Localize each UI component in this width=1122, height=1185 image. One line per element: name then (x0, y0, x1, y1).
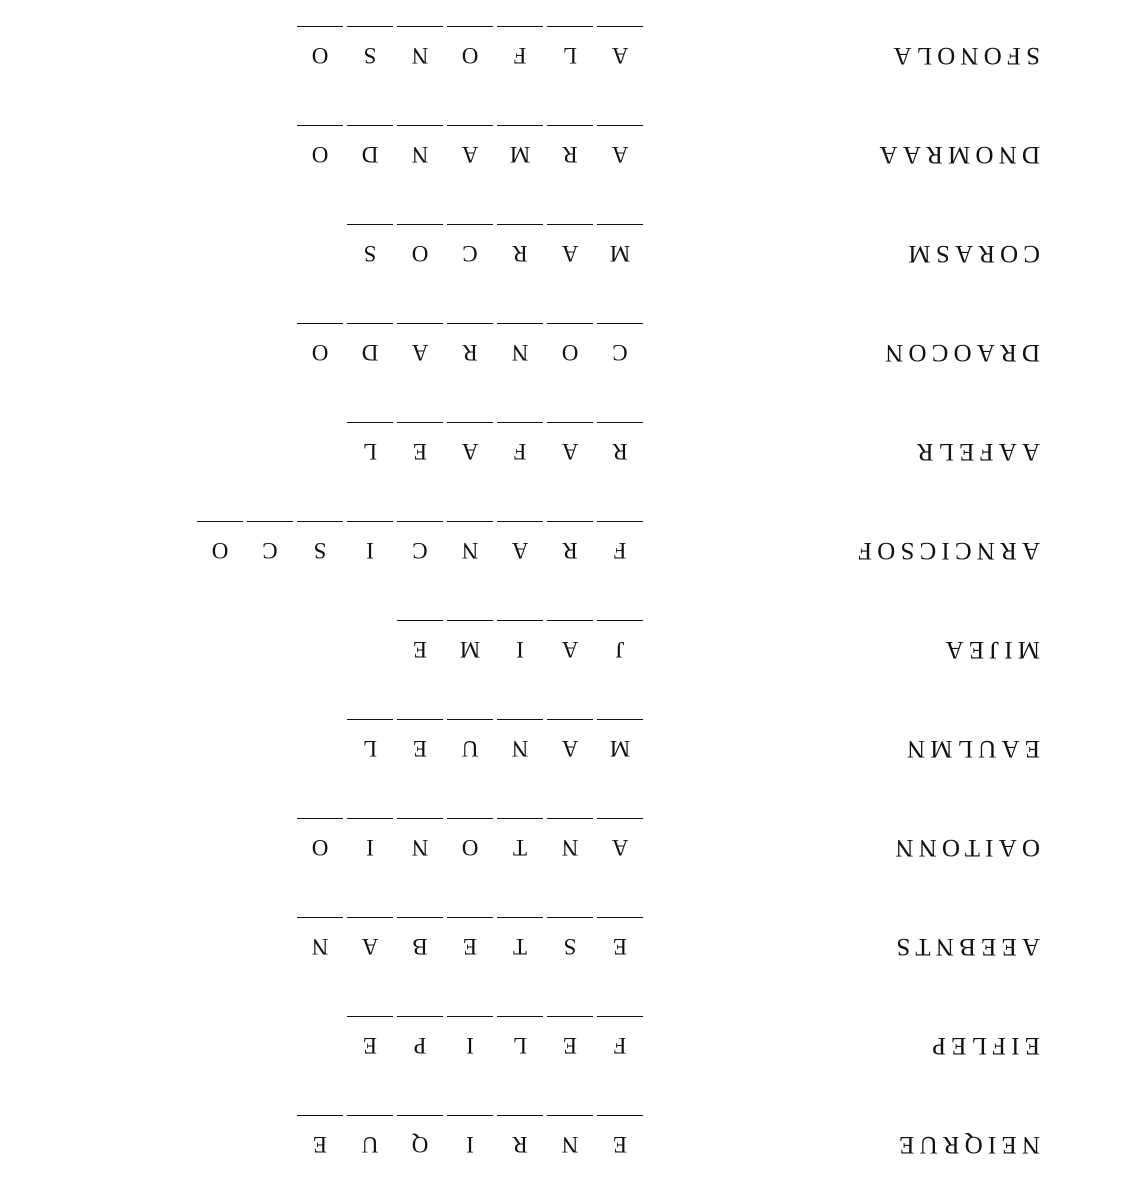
answer-cell (595, 609, 645, 669)
answer-cell (445, 1104, 495, 1164)
answer-cell (445, 807, 495, 867)
answer-underline (397, 26, 443, 27)
answer-cell (245, 510, 295, 570)
answer-cell (595, 411, 645, 471)
answer-cell (395, 1104, 445, 1164)
answer-cell (495, 213, 545, 273)
answer-cell (395, 114, 445, 174)
answer-cell (545, 213, 595, 273)
answer-cell (545, 609, 595, 669)
answer-letter: M (509, 142, 531, 167)
answer-cell (345, 1005, 395, 1065)
answer-letter: B (412, 934, 428, 959)
answer-cell (295, 312, 345, 372)
answer-cell (395, 807, 445, 867)
answer-blanks (295, 807, 645, 867)
answer-underline (497, 620, 543, 621)
answer-cell (545, 312, 595, 372)
answer-underline (547, 323, 593, 324)
answer-cell (595, 906, 645, 966)
answer-letter: C (262, 538, 278, 563)
answer-cell (345, 708, 395, 768)
answer-cell (395, 708, 445, 768)
answer-cell (495, 15, 545, 75)
scrambled-word: CORASM (903, 240, 1040, 267)
answer-underline (447, 818, 493, 819)
answer-cell (595, 807, 645, 867)
answer-letter: T (512, 934, 528, 959)
scrambled-word: NEIQRUE (893, 1131, 1040, 1158)
answer-cell (345, 906, 395, 966)
answer-cell (395, 609, 445, 669)
answer-letter: L (362, 736, 378, 761)
answer-underline (397, 719, 443, 720)
answer-cell (345, 15, 395, 75)
answer-cell (495, 411, 545, 471)
scrambled-word: AAFELR (911, 438, 1040, 465)
answer-underline (347, 224, 393, 225)
scrambled-word: ARNCICSOF (852, 537, 1040, 564)
answer-letter: U (361, 1132, 379, 1157)
answer-underline (597, 422, 643, 423)
answer-underline (547, 422, 593, 423)
scrambled-word: MIJEA (940, 636, 1040, 663)
answer-cell (595, 312, 645, 372)
answer-letter: N (511, 340, 529, 365)
answer-cell (595, 15, 645, 75)
answer-letter: C (612, 340, 628, 365)
answer-letter: A (611, 142, 629, 167)
answer-letter: R (512, 1132, 528, 1157)
answer-letter: O (461, 835, 479, 860)
answer-underline (597, 719, 643, 720)
answer-letter: N (411, 142, 429, 167)
answer-cell (595, 213, 645, 273)
answer-letter: R (512, 241, 528, 266)
answer-cell (545, 1005, 595, 1065)
answer-letter: O (311, 340, 329, 365)
answer-underline (347, 323, 393, 324)
answer-cell (445, 906, 495, 966)
answer-underline (197, 521, 243, 522)
answer-letter: R (462, 340, 478, 365)
answer-underline (347, 1115, 393, 1116)
answer-cell (495, 609, 545, 669)
answer-cell (345, 411, 395, 471)
answer-underline (597, 125, 643, 126)
answer-letter: A (561, 439, 579, 464)
answer-cell (195, 510, 245, 570)
answer-underline (447, 26, 493, 27)
scrambled-word: EAULMN (901, 735, 1040, 762)
answer-underline (497, 224, 543, 225)
answer-letter: F (513, 439, 527, 464)
answer-letter: I (366, 835, 374, 860)
answer-underline (347, 719, 393, 720)
answer-underline (447, 422, 493, 423)
puzzle-row (0, 114, 1122, 174)
answer-underline (547, 917, 593, 918)
answer-letter: R (612, 439, 628, 464)
answer-cell (545, 807, 595, 867)
answer-letter: E (412, 736, 428, 761)
answer-underline (447, 1016, 493, 1017)
answer-cell (395, 213, 445, 273)
answer-blanks (345, 1005, 645, 1065)
answer-letter: I (466, 1132, 474, 1157)
answer-letter: O (561, 340, 579, 365)
answer-underline (297, 125, 343, 126)
answer-letter: I (366, 538, 374, 563)
answer-underline (447, 125, 493, 126)
answer-underline (297, 323, 343, 324)
answer-letter: N (411, 43, 429, 68)
answer-letter: T (512, 835, 528, 860)
answer-letter: S (313, 538, 327, 563)
answer-cell (445, 114, 495, 174)
answer-cell (345, 807, 395, 867)
puzzle-row (0, 1005, 1122, 1065)
answer-underline (547, 521, 593, 522)
answer-underline (497, 818, 543, 819)
answer-cell (595, 510, 645, 570)
answer-letter: F (613, 538, 627, 563)
answer-letter: O (411, 241, 429, 266)
answer-underline (397, 125, 443, 126)
answer-letter: O (211, 538, 229, 563)
answer-underline (547, 719, 593, 720)
answer-cell (545, 906, 595, 966)
answer-letter: D (361, 142, 379, 167)
answer-underline (297, 1115, 343, 1116)
answer-cell (445, 609, 495, 669)
answer-letter: S (363, 43, 377, 68)
answer-letter: N (461, 538, 479, 563)
answer-cell (495, 114, 545, 174)
answer-underline (297, 521, 343, 522)
answer-letter: A (611, 43, 629, 68)
answer-cell (595, 1005, 645, 1065)
answer-letter: O (311, 142, 329, 167)
answer-underline (497, 1115, 543, 1116)
answer-underline (497, 719, 543, 720)
answer-letter: L (562, 43, 578, 68)
answer-underline (597, 224, 643, 225)
answer-cell (495, 807, 545, 867)
answer-underline (447, 917, 493, 918)
answer-underline (497, 125, 543, 126)
answer-letter: I (516, 637, 524, 662)
answer-cell (545, 708, 595, 768)
answer-letter: R (562, 142, 578, 167)
answer-cell (295, 1104, 345, 1164)
answer-underline (447, 1115, 493, 1116)
answer-cell (445, 510, 495, 570)
answer-cell (345, 114, 395, 174)
answer-underline (397, 620, 443, 621)
answer-underline (497, 323, 543, 324)
puzzle-row (0, 807, 1122, 867)
answer-letter: A (461, 439, 479, 464)
answer-letter: N (561, 1132, 579, 1157)
answer-underline (547, 620, 593, 621)
answer-cell (545, 411, 595, 471)
answer-letter: E (412, 637, 428, 662)
answer-cell (445, 411, 495, 471)
answer-underline (547, 224, 593, 225)
answer-letter: E (362, 1033, 378, 1058)
answer-underline (397, 1115, 443, 1116)
answer-letter: E (462, 934, 478, 959)
answer-cell (545, 1104, 595, 1164)
answer-letter: S (563, 934, 577, 959)
answer-cell (495, 510, 545, 570)
answer-letter: O (311, 43, 329, 68)
answer-underline (597, 620, 643, 621)
answer-underline (347, 422, 393, 423)
answer-cell (595, 114, 645, 174)
answer-underline (447, 521, 493, 522)
answer-letter: Q (411, 1132, 429, 1157)
answer-underline (497, 1016, 543, 1017)
answer-blanks (295, 15, 645, 75)
answer-underline (547, 818, 593, 819)
puzzle-row (0, 411, 1122, 471)
answer-cell (395, 1005, 445, 1065)
answer-underline (547, 125, 593, 126)
answer-letter: A (561, 736, 579, 761)
answer-cell (345, 312, 395, 372)
answer-letter: S (363, 241, 377, 266)
answer-letter: N (561, 835, 579, 860)
answer-cell (545, 114, 595, 174)
answer-underline (397, 917, 443, 918)
answer-underline (547, 26, 593, 27)
answer-underline (497, 917, 543, 918)
answer-underline (347, 125, 393, 126)
puzzle-row (0, 609, 1122, 669)
answer-letter: E (612, 934, 628, 959)
answer-letter: N (411, 835, 429, 860)
puzzle-row (0, 213, 1122, 273)
answer-cell (395, 312, 445, 372)
answer-letter: R (562, 538, 578, 563)
answer-cell (595, 1104, 645, 1164)
answer-cell (445, 708, 495, 768)
answer-blanks (345, 213, 645, 273)
answer-underline (547, 1115, 593, 1116)
answer-underline (347, 917, 393, 918)
answer-underline (397, 1016, 443, 1017)
answer-underline (447, 323, 493, 324)
puzzle-row (0, 312, 1122, 372)
answer-cell (495, 708, 545, 768)
answer-underline (397, 323, 443, 324)
answer-letter: A (461, 142, 479, 167)
answer-cell (495, 1005, 545, 1065)
answer-cell (495, 1104, 545, 1164)
answer-cell (345, 213, 395, 273)
answer-underline (397, 818, 443, 819)
answer-underline (597, 917, 643, 918)
answer-underline (447, 224, 493, 225)
answer-blanks (345, 708, 645, 768)
answer-underline (297, 26, 343, 27)
answer-cell (395, 15, 445, 75)
answer-underline (597, 1115, 643, 1116)
answer-underline (347, 26, 393, 27)
answer-letter: L (362, 439, 378, 464)
answer-letter: E (562, 1033, 578, 1058)
answer-underline (597, 26, 643, 27)
answer-cell (445, 213, 495, 273)
answer-underline (297, 818, 343, 819)
answer-letter: A (361, 934, 379, 959)
answer-cell (295, 807, 345, 867)
answer-underline (347, 818, 393, 819)
puzzle-row (0, 906, 1122, 966)
answer-letter: M (459, 637, 481, 662)
answer-letter: P (413, 1033, 427, 1058)
answer-cell (345, 510, 395, 570)
answer-cell (545, 15, 595, 75)
answer-underline (597, 521, 643, 522)
answer-letter: A (561, 637, 579, 662)
answer-underline (497, 521, 543, 522)
answer-underline (597, 323, 643, 324)
answer-cell (445, 1005, 495, 1065)
answer-letter: N (511, 736, 529, 761)
answer-cell (495, 312, 545, 372)
answer-letter: A (561, 241, 579, 266)
answer-letter: A (511, 538, 529, 563)
answer-underline (397, 224, 443, 225)
answer-underline (447, 719, 493, 720)
answer-cell (295, 15, 345, 75)
answer-letter: E (312, 1132, 328, 1157)
answer-blanks (295, 1104, 645, 1164)
answer-letter: A (611, 835, 629, 860)
answer-underline (247, 521, 293, 522)
answer-letter: M (609, 736, 631, 761)
answer-cell (295, 114, 345, 174)
puzzle-row (0, 510, 1122, 570)
answer-underline (597, 818, 643, 819)
answer-blanks (395, 609, 645, 669)
answer-underline (497, 26, 543, 27)
answer-underline (297, 917, 343, 918)
answer-letter: E (412, 439, 428, 464)
answer-blanks (195, 510, 645, 570)
answer-underline (597, 1016, 643, 1017)
scrambled-word: EIFLEP (926, 1032, 1040, 1059)
answer-letter: M (609, 241, 631, 266)
answer-letter: I (466, 1033, 474, 1058)
puzzle-row (0, 708, 1122, 768)
answer-cell (395, 510, 445, 570)
answer-cell (445, 15, 495, 75)
answer-underline (547, 1016, 593, 1017)
answer-letter: A (411, 340, 429, 365)
scrambled-word: DNOMRAA (874, 141, 1040, 168)
answer-cell (445, 312, 495, 372)
answer-letter: D (361, 340, 379, 365)
answer-letter: U (461, 736, 479, 761)
scrambled-word: OAITONN (890, 834, 1040, 861)
answer-blanks (295, 906, 645, 966)
answer-letter: C (412, 538, 428, 563)
answer-underline (397, 521, 443, 522)
answer-cell (545, 510, 595, 570)
answer-underline (447, 620, 493, 621)
answer-cell (295, 510, 345, 570)
scrambled-word: DRAOCON (879, 339, 1040, 366)
answer-underline (497, 422, 543, 423)
answer-letter: N (311, 934, 329, 959)
answer-underline (397, 422, 443, 423)
answer-cell (495, 906, 545, 966)
scrambled-word: AEEBNTS (891, 933, 1040, 960)
puzzle-row (0, 1104, 1122, 1164)
answer-letter: C (462, 241, 478, 266)
answer-letter: E (612, 1132, 628, 1157)
answer-underline (347, 521, 393, 522)
answer-cell (595, 708, 645, 768)
answer-letter: O (311, 835, 329, 860)
answer-cell (395, 411, 445, 471)
answer-blanks (295, 114, 645, 174)
answer-cell (295, 906, 345, 966)
answer-letter: F (613, 1033, 627, 1058)
answer-blanks (345, 411, 645, 471)
answer-blanks (295, 312, 645, 372)
answer-letter: F (513, 43, 527, 68)
answer-letter: O (461, 43, 479, 68)
answer-letter: J (615, 637, 625, 662)
answer-cell (345, 1104, 395, 1164)
answer-letter: L (512, 1033, 528, 1058)
scrambled-word: SFONOLA (888, 42, 1040, 69)
puzzle-row (0, 15, 1122, 75)
answer-underline (347, 1016, 393, 1017)
answer-cell (395, 906, 445, 966)
